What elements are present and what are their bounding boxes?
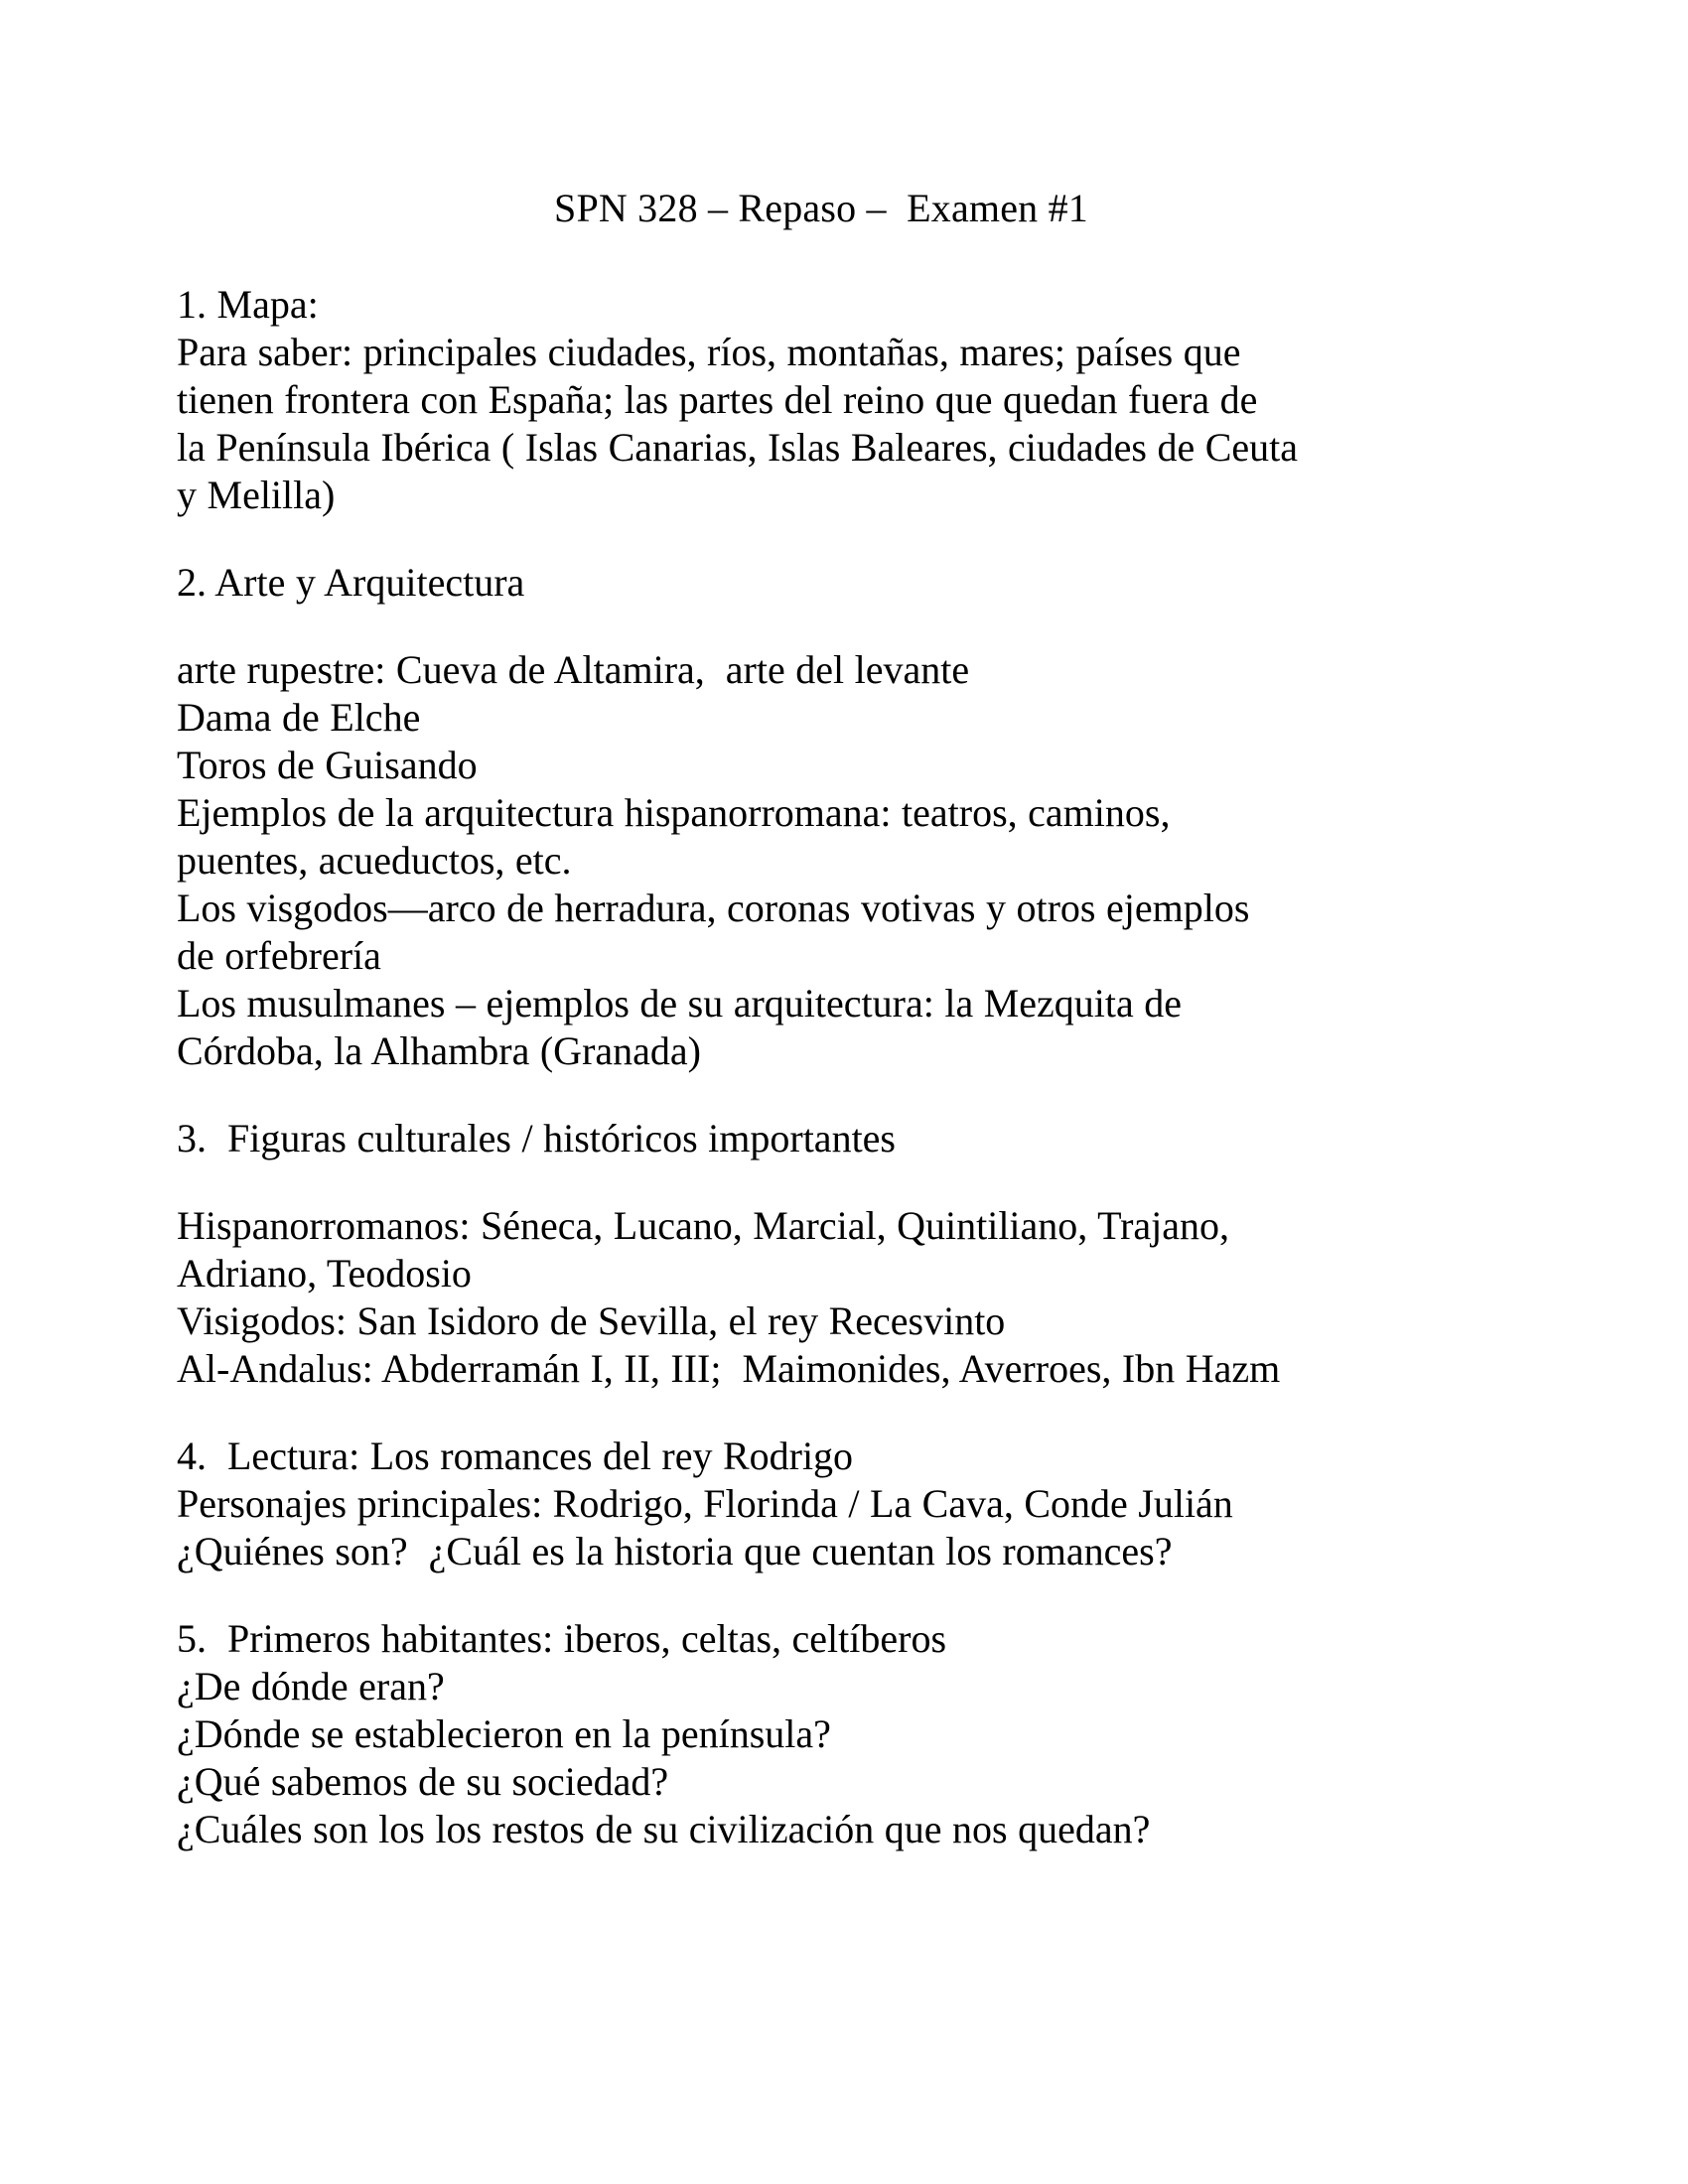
section-primeros-habitantes-line-0: 5. Primeros habitantes: iberos, celtas, celtíberos: [177, 1616, 947, 1661]
section-arte-list-line-0: arte rupestre: Cueva de Altamira, arte del levante: [177, 647, 970, 692]
section-mapa-line-2: tienen frontera con España; las partes del reino que quedan fuera de: [177, 377, 1258, 422]
section-mapa-line-1: Para saber: principales ciudades, ríos, montañas, mares; países que: [177, 330, 1241, 374]
document-body: [177, 281, 1368, 1853]
section-figuras-list-line-3: Al-Andalus: Abderramán I, II, III; Maimonides, Averroes, Ibn Hazm: [177, 1346, 1281, 1391]
section-figuras-list-line-2: Visigodos: San Isidoro de Sevilla, el rey Recesvinto: [177, 1298, 1006, 1343]
section-lectura-line-0: 4. Lectura: Los romances del rey Rodrigo: [177, 1433, 854, 1478]
page-title: [177, 186, 1348, 230]
section-figuras-heading-line-0: 3. Figuras culturales / históricos importantes: [177, 1116, 896, 1160]
section-mapa: [177, 281, 1368, 519]
section-arte-heading: [177, 559, 1368, 607]
section-figuras-list-line-0: Hispanorromanos: Séneca, Lucano, Marcial, Quintiliano, Trajano,: [177, 1203, 1230, 1248]
section-arte-list-line-7: Los musulmanes – ejemplos de su arquitectura: la Mezquita de: [177, 981, 1182, 1025]
section-primeros-habitantes: [177, 1615, 1368, 1853]
section-arte-list: [177, 646, 1368, 1075]
section-mapa-line-0: 1. Mapa:: [177, 282, 319, 327]
section-primeros-habitantes-line-2: ¿Dónde se establecieron en la península?: [177, 1711, 831, 1756]
section-arte-list-line-5: Los visgodos—arco de herradura, coronas votivas y otros ejemplos: [177, 886, 1250, 930]
section-arte-list-line-3: Ejemplos de la arquitectura hispanorromana: teatros, caminos,: [177, 790, 1171, 835]
section-primeros-habitantes-line-1: ¿De dónde eran?: [177, 1664, 445, 1708]
section-arte-list-line-6: de orfebrería: [177, 933, 381, 978]
section-arte-heading-line-0: 2. Arte y Arquitectura: [177, 560, 525, 605]
section-figuras-list: [177, 1202, 1368, 1393]
section-lectura-line-2: ¿Quiénes son? ¿Cuál es la historia que cuentan los romances?: [177, 1529, 1173, 1573]
section-arte-list-line-1: Dama de Elche: [177, 695, 421, 740]
section-lectura-line-1: Personajes principales: Rodrigo, Florinda / La Cava, Conde Julián: [177, 1481, 1233, 1526]
section-arte-list-line-2: Toros de Guisando: [177, 743, 478, 787]
section-arte-list-line-4: puentes, acueductos, etc.: [177, 838, 572, 883]
section-mapa-line-4: y Melilla): [177, 473, 336, 517]
section-lectura: [177, 1433, 1368, 1575]
section-figuras-heading: [177, 1115, 1368, 1162]
section-primeros-habitantes-line-4: ¿Cuáles son los los restos de su civilización que nos quedan?: [177, 1807, 1151, 1851]
section-arte-list-line-8: Córdoba, la Alhambra (Granada): [177, 1028, 701, 1073]
section-mapa-line-3: la Península Ibérica ( Islas Canarias, Islas Baleares, ciudades de Ceuta: [177, 425, 1299, 470]
section-figuras-list-line-1: Adriano, Teodosio: [177, 1251, 472, 1296]
page-title-text: SPN 328 – Repaso – Examen #1: [554, 186, 1088, 230]
section-primeros-habitantes-line-3: ¿Qué sabemos de su sociedad?: [177, 1759, 669, 1804]
